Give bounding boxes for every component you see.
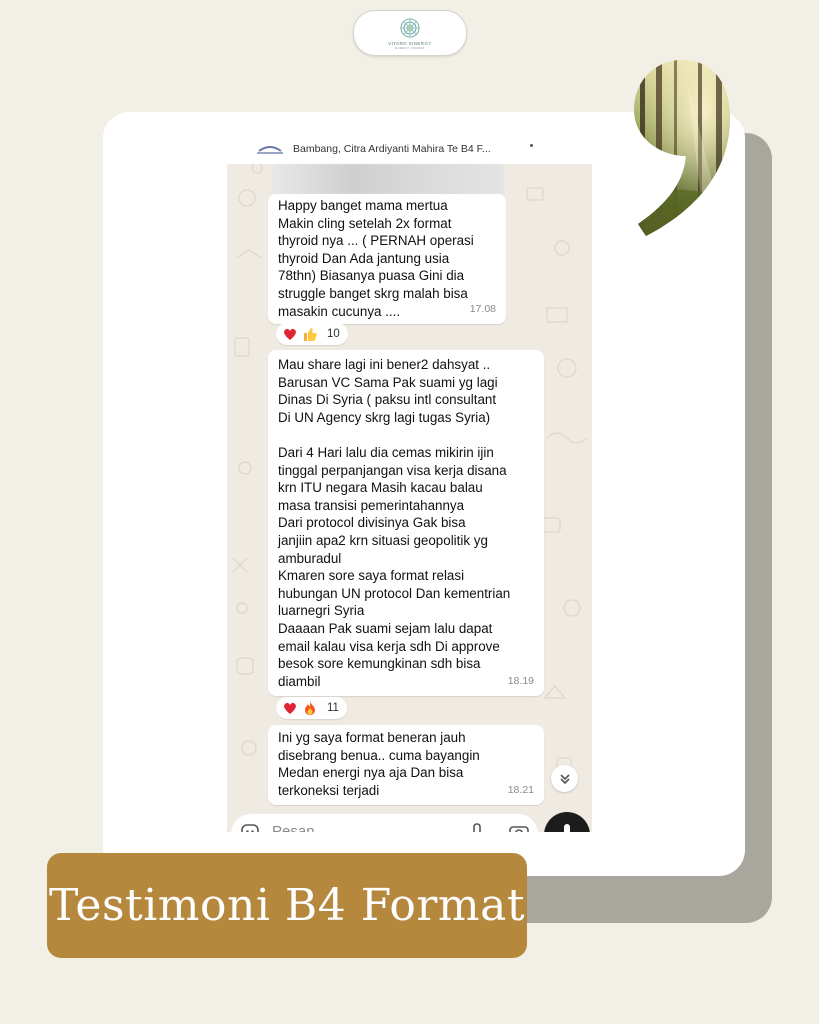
message-text: Ini yg saya format beneran jauh disebrang benua.. cuma bayangin Medan energi nya aja Dan bisa terkoneksi terjadi xyxy=(278,730,480,798)
chat-message[interactable] xyxy=(268,194,506,324)
message-time: 18.21 xyxy=(507,784,534,797)
chat-message[interactable] xyxy=(268,725,544,805)
heart-icon xyxy=(282,700,298,716)
scroll-down-button[interactable] xyxy=(551,765,578,792)
chat-participants: Bambang, Citra Ardiyanti Mahira Te B4 F... xyxy=(293,143,491,155)
message-reactions[interactable] xyxy=(276,697,347,719)
thumbs-up-icon xyxy=(302,326,318,342)
chat-message[interactable] xyxy=(268,350,544,696)
blurred-image[interactable] xyxy=(272,164,504,194)
logo-tagline: ENERGY FORMAT xyxy=(395,46,425,50)
chat-header[interactable] xyxy=(227,138,592,164)
title-banner xyxy=(47,853,527,958)
message-time: 17.08 xyxy=(469,303,496,316)
menu-dot-icon[interactable] xyxy=(530,144,533,147)
message-reactions[interactable] xyxy=(276,323,348,345)
reaction-count: 10 xyxy=(327,328,340,340)
group-avatar-icon[interactable] xyxy=(255,141,285,155)
brand-logo xyxy=(353,10,467,56)
mandala-logo-icon xyxy=(397,16,423,40)
message-text: Happy banget mama mertua Makin cling setelah 2x format thyroid nya ... ( PERNAH operasi thyroid Dan Ada jantung usia 78thn) Biasanya puasa Gini dia struggle banget skrg malah bisa masakin cucunya .... xyxy=(278,198,474,319)
heart-icon xyxy=(282,326,298,342)
double-chevron-down-icon xyxy=(558,772,572,786)
message-time: 18.19 xyxy=(507,675,534,688)
banner-title: Testimoni B4 Format xyxy=(48,880,525,931)
forest-comma-icon xyxy=(626,56,736,238)
reaction-count: 11 xyxy=(327,702,339,714)
logo-name: VITARO SINERGY xyxy=(388,41,432,46)
fire-icon xyxy=(302,700,318,716)
message-text: Mau share lagi ini bener2 dahsyat .. Barusan VC Sama Pak suami yg lagi Dinas Di Syria ( paksu intl consultant Di UN Agency skrg lagi tugas Syria) Dari 4 Hari lalu dia cemas mikirin ijin tinggal perpanjangan visa kerja disana krn ITU negara Masih kacau balau masa transisi pemerintahannya Dari protocol divisinya Gak bisa janjiin apa2 krn situasi geopolitik yg amburadul Kmaren sore saya format relasi hubungan UN protocol Dan kementrian luarnegri Syria Daaaan Pak suami sejam lalu dapat email kalau visa kerja sdh Di approve besok sore kemungkinan sdh bisa diambil xyxy=(278,357,511,689)
